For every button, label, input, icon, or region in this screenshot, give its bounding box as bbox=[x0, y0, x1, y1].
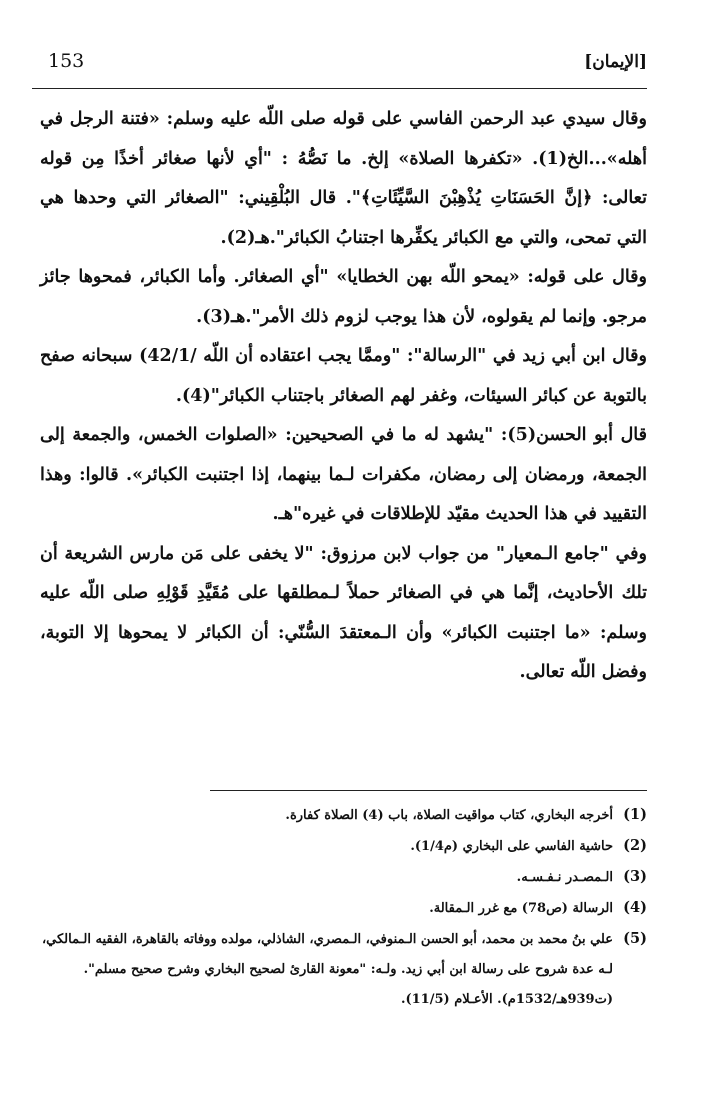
main-text bbox=[40, 100, 647, 693]
footnote-number: (5) bbox=[623, 930, 647, 947]
page-number: 153 bbox=[48, 50, 85, 72]
paragraph: قال أبو الحسن(5): "يشهد له ما في الصحيحين: «الصلوات الخمس، والجمعة إلى الجمعة، ورمضان إلى رمضان، مكفرات لـما بينهما، إذا اجتنبت الكبائر». قالوا: وهذا التقييد في هذا الحديث مقيّد للإطلاقات في غيره"هـ. bbox=[40, 425, 647, 524]
paragraph: وقال سيدي عبد الرحمن الفاسي على قوله صلى اللّه عليه وسلم: «فتنة الرجل في أهله»...الخ(1). «تكفرها الصلاة» إلخ. ما نَصُّهُ : "أي لأنها صغائر أخذًا مِن قوله تعالى: ﴿إنَّ الحَسَنَاتِ يُذْهِبْنَ السَّيِّئَاتِ﴾". قال البُلْقِيني: "الصغائر التي وحدها هي التي تمحى، والتي مع الكبائر يكفِّرها اجتنابُ الكبائر".هـ(2). bbox=[40, 109, 647, 248]
footnote-text: أخرجه البخاري، كتاب مواقيت الصلاة، باب (4) الصلاة كفارة. bbox=[285, 808, 613, 823]
footnote bbox=[40, 800, 647, 831]
footnote bbox=[40, 862, 647, 893]
page-header bbox=[32, 48, 647, 89]
paragraph: وقال على قوله: «يمحو اللّه بهن الخطايا» "أي الصغائر. وأما الكبائر، فمحوها جائز مرجو. وإنما لم يقولوه، لأن هذا يوجب لزوم ذلك الأمر".هـ(3). bbox=[40, 267, 647, 327]
footnote bbox=[40, 924, 647, 1015]
footnote bbox=[40, 831, 647, 862]
footnote-number: (4) bbox=[623, 899, 647, 916]
footnote-text: حاشية الفاسي على البخاري (م1/4). bbox=[410, 839, 613, 854]
footnote-text: الـمصـدر نـفـسـه. bbox=[516, 870, 613, 885]
footnote-text: الرسالة (ص78) مع غرر الـمقالة. bbox=[429, 901, 613, 916]
footnote-text: علي بنُ محمد بن محمد، أبو الحسن الـمنوفي، الـمصري، الشاذلي، مولده ووفاته بالقاهرة، الفقيه الـمالكي، لـه عدة شروح على رسالة ابن أبي زيد. ولـه: "معونة القارئ لصحيح البخاري وشرح صحيح مسلم". (ت939هـ/1532م). الأعـلام (11/5). bbox=[41, 932, 613, 1007]
paragraph: وفي "جامع الـمعيار" من جواب لابن مرزوق: "لا يخفى على مَن مارس الشريعة أن تلك الأحاديث، إنَّما هي في الصغائر حملاً لـمطلقها على مُقَيَّدِ قَوْلِهِ صلى اللّه عليه وسلم: «ما اجتنبت الكبائر» وأن الـمعتقدَ السُّنّي: أن الكبائر لا يمحوها إلا التوبة، وفضل اللّه تعالى. bbox=[40, 543, 647, 682]
footnote-number: (1) bbox=[623, 806, 647, 823]
footnote-separator bbox=[210, 790, 647, 791]
running-title: [الإيمان] bbox=[584, 52, 647, 72]
footnotes bbox=[40, 800, 647, 1015]
footnote-number: (3) bbox=[623, 868, 647, 885]
paragraph: وقال ابن أبي زيد في "الرسالة": "وممَّا يجب اعتقاده أن اللّه /42/1) سبحانه صفح بالتوبة عن كبائر السيئات، وغفر لهم الصغائر باجتناب الكبائر"(4). bbox=[40, 346, 647, 406]
footnote-number: (2) bbox=[623, 837, 647, 854]
footnote bbox=[40, 893, 647, 924]
